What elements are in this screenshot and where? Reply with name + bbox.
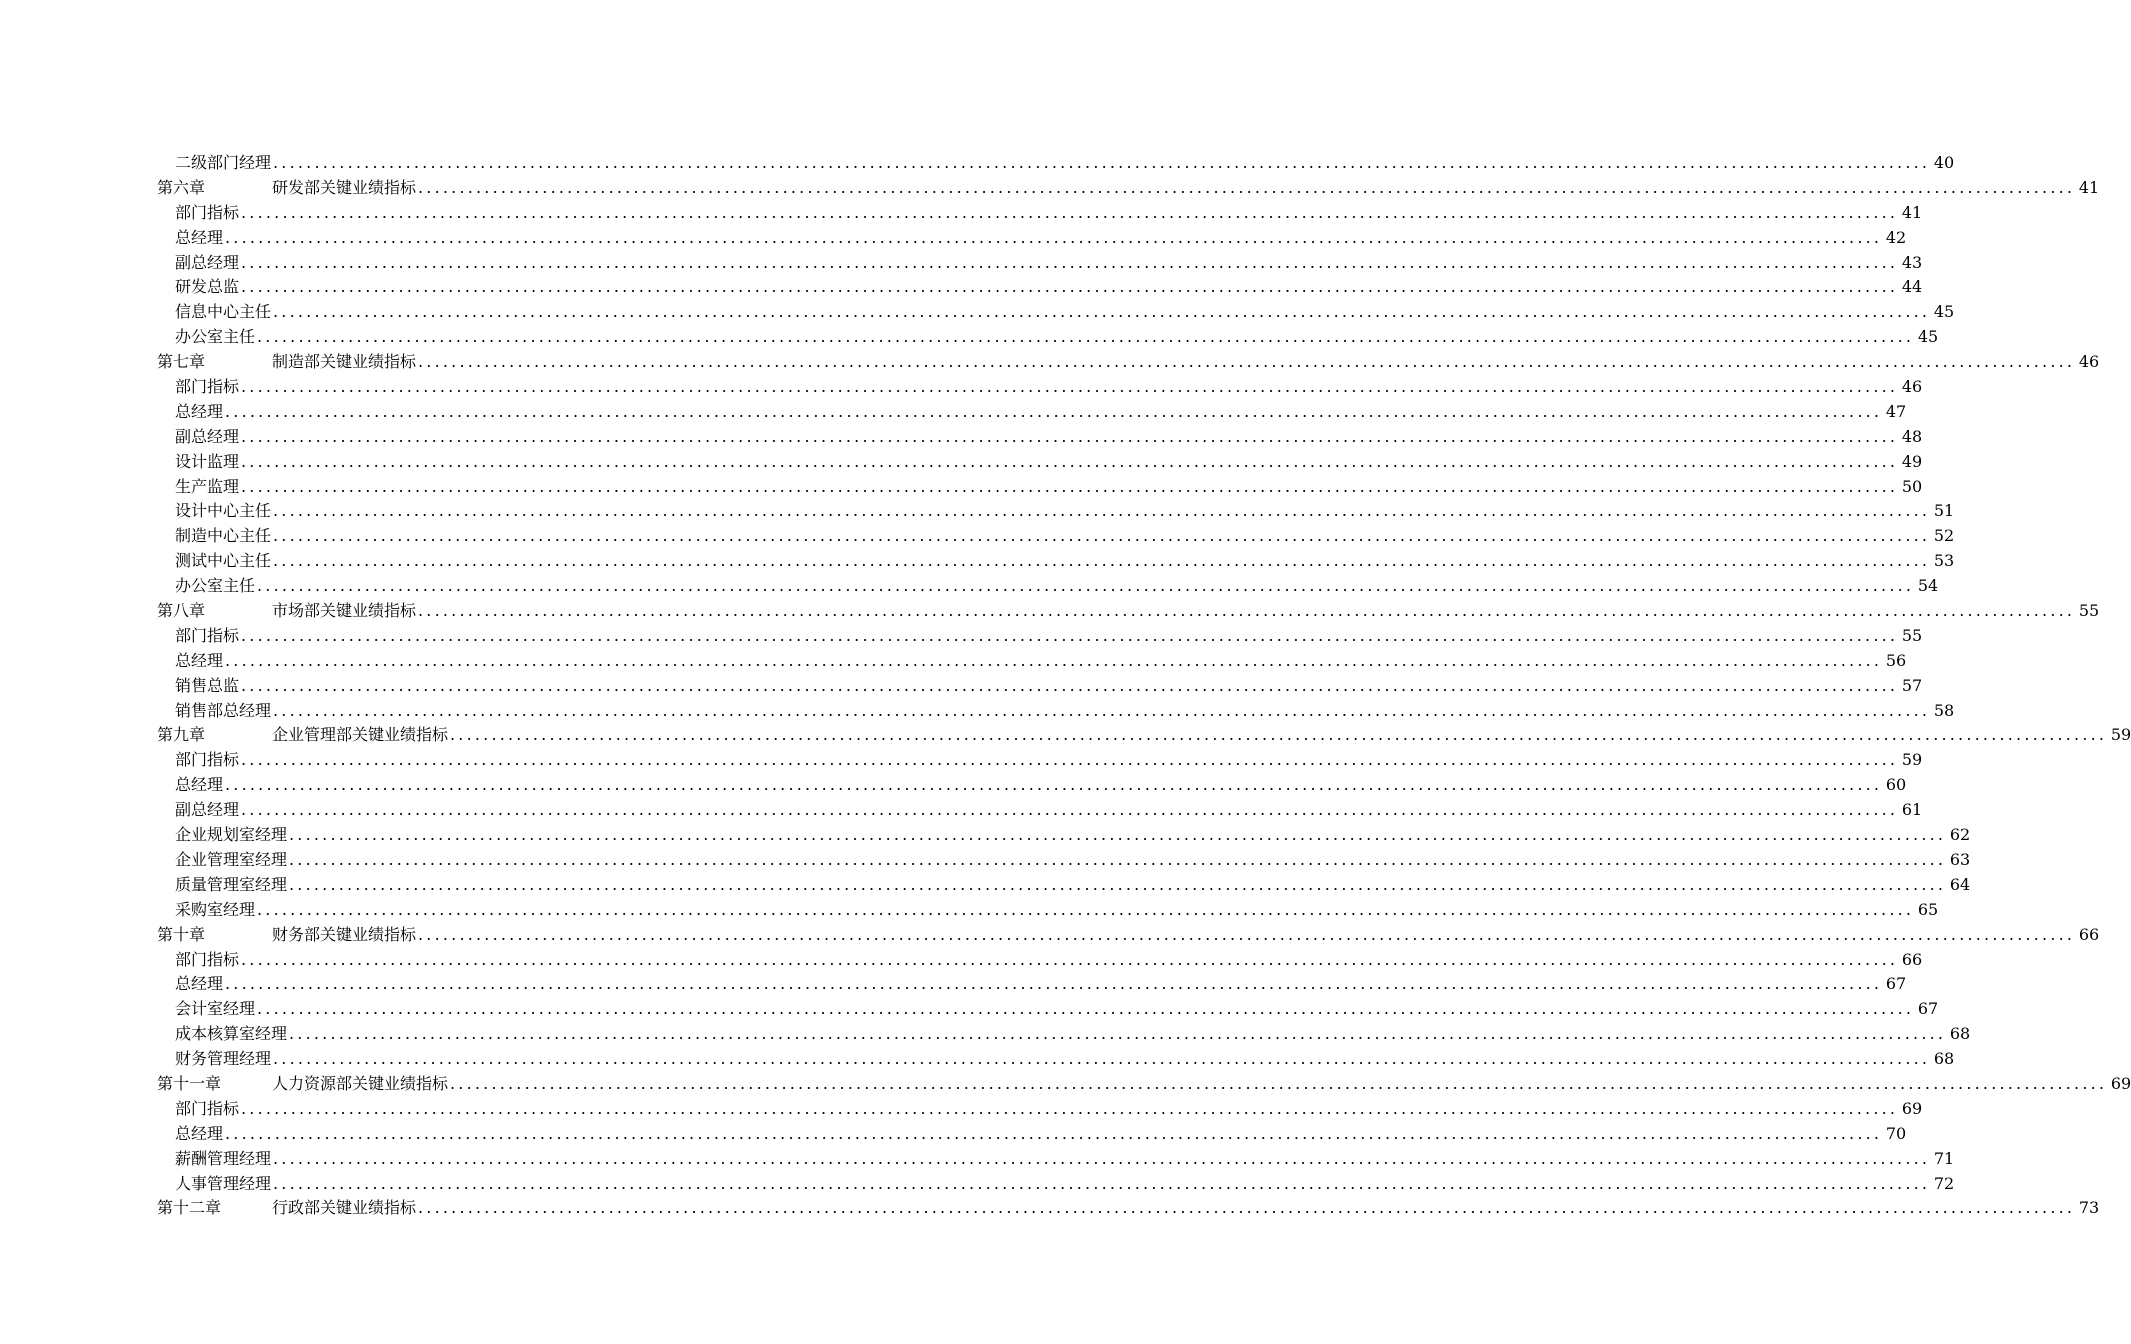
toc-entry-title: 设计监理 bbox=[175, 451, 240, 471]
toc-dot-leader: ........................................................................................................................................................................................................ bbox=[418, 177, 2076, 197]
toc-page-number: 55 bbox=[2078, 601, 2100, 621]
toc-section-entry[interactable] bbox=[157, 549, 1955, 574]
toc-page-number: 69 bbox=[2110, 1073, 2131, 1093]
toc-section-entry[interactable] bbox=[157, 275, 1923, 300]
toc-dot-leader: ........................................................................................................................................................................................................ bbox=[289, 874, 1947, 894]
toc-chapter-number: 第六章 bbox=[157, 177, 206, 197]
toc-page-number: 54 bbox=[1917, 576, 1939, 596]
toc-chapter-entry[interactable] bbox=[157, 599, 2100, 624]
toc-entry-title: 部门指标 bbox=[175, 625, 240, 645]
toc-chapter-entry[interactable] bbox=[157, 1072, 2131, 1097]
toc-page-number: 52 bbox=[1933, 526, 1955, 546]
toc-entry-title: 总经理 bbox=[175, 775, 224, 795]
toc-section-entry[interactable] bbox=[157, 1147, 1955, 1172]
toc-page-number: 59 bbox=[2110, 725, 2131, 745]
toc-entry-title: 测试中心主任 bbox=[175, 551, 272, 571]
toc-page-number: 51 bbox=[1933, 501, 1955, 521]
toc-dot-leader: ........................................................................................................................................................................................................ bbox=[257, 576, 1915, 596]
toc-page-number: 63 bbox=[1949, 849, 1971, 869]
toc-page-number: 68 bbox=[1949, 1024, 1971, 1044]
toc-dot-leader: ........................................................................................................................................................................................................ bbox=[241, 451, 1899, 471]
toc-section-entry[interactable] bbox=[157, 823, 1971, 848]
toc-chapter-number: 第十二章 bbox=[157, 1198, 222, 1218]
toc-section-entry[interactable] bbox=[157, 499, 1955, 524]
toc-dot-leader: ........................................................................................................................................................................................................ bbox=[273, 551, 1931, 571]
toc-page-number: 56 bbox=[1885, 650, 1907, 670]
toc-dot-leader: ........................................................................................................................................................................................................ bbox=[418, 352, 2076, 372]
toc-entry-title: 总经理 bbox=[175, 650, 224, 670]
toc-entry-title: 市场部关键业绩指标 bbox=[272, 601, 417, 621]
toc-dot-leader: ........................................................................................................................................................................................................ bbox=[273, 1148, 1931, 1168]
toc-section-entry[interactable] bbox=[157, 300, 1955, 325]
toc-page-number: 45 bbox=[1933, 302, 1955, 322]
toc-entry-title: 总经理 bbox=[175, 227, 224, 247]
toc-chapter-number: 第十章 bbox=[157, 924, 206, 944]
toc-section-entry[interactable] bbox=[157, 1097, 1923, 1122]
toc-page-number: 59 bbox=[1901, 750, 1923, 770]
toc-section-entry[interactable] bbox=[157, 475, 1923, 500]
toc-entry-title: 生产监理 bbox=[175, 476, 240, 496]
toc-page-number: 44 bbox=[1901, 277, 1923, 297]
toc-section-entry[interactable] bbox=[157, 674, 1923, 699]
toc-chapter-entry[interactable] bbox=[157, 723, 2131, 748]
toc-entry-title: 副总经理 bbox=[175, 800, 240, 820]
toc-page-number: 49 bbox=[1901, 451, 1923, 471]
toc-section-entry[interactable] bbox=[157, 450, 1923, 475]
toc-page-number: 53 bbox=[1933, 551, 1955, 571]
toc-chapter-entry[interactable] bbox=[157, 176, 2100, 201]
toc-dot-leader: ........................................................................................................................................................................................................ bbox=[241, 750, 1899, 770]
toc-dot-leader: ........................................................................................................................................................................................................ bbox=[241, 252, 1899, 272]
table-of-contents bbox=[157, 151, 2131, 1221]
toc-section-entry[interactable] bbox=[157, 1122, 1907, 1147]
toc-entry-title: 销售总监 bbox=[175, 675, 240, 695]
toc-dot-leader: ........................................................................................................................................................................................................ bbox=[241, 1098, 1899, 1118]
toc-entry-title: 财务部关键业绩指标 bbox=[272, 924, 417, 944]
toc-dot-leader: ........................................................................................................................................................................................................ bbox=[225, 650, 1883, 670]
toc-dot-leader: ........................................................................................................................................................................................................ bbox=[273, 153, 1931, 172]
toc-page-number: 45 bbox=[1917, 327, 1939, 347]
toc-page-number: 65 bbox=[1917, 899, 1939, 919]
toc-page-number: 66 bbox=[2078, 924, 2100, 944]
toc-entry-title: 部门指标 bbox=[175, 949, 240, 969]
toc-section-entry[interactable] bbox=[157, 748, 1923, 773]
toc-dot-leader: ........................................................................................................................................................................................................ bbox=[289, 825, 1947, 845]
toc-page-number: 58 bbox=[1933, 700, 1955, 720]
toc-entry-title: 销售部总经理 bbox=[175, 700, 272, 720]
toc-dot-leader: ........................................................................................................................................................................................................ bbox=[289, 1024, 1947, 1044]
toc-page-number: 46 bbox=[2078, 352, 2100, 372]
toc-section-entry[interactable] bbox=[157, 773, 1907, 798]
toc-page-number: 55 bbox=[1901, 625, 1923, 645]
toc-chapter-number: 第七章 bbox=[157, 352, 206, 372]
toc-page-number: 71 bbox=[1933, 1148, 1955, 1168]
toc-section-entry[interactable] bbox=[157, 375, 1923, 400]
toc-chapter-entry[interactable] bbox=[157, 350, 2100, 375]
toc-section-entry[interactable] bbox=[157, 649, 1907, 674]
toc-section-entry[interactable] bbox=[157, 400, 1907, 425]
toc-dot-leader: ........................................................................................................................................................................................................ bbox=[225, 1123, 1883, 1143]
toc-page-number: 68 bbox=[1933, 1049, 1955, 1069]
toc-section-entry[interactable] bbox=[157, 325, 1939, 350]
toc-entry-title: 企业管理室经理 bbox=[175, 849, 288, 869]
toc-dot-leader: ........................................................................................................................................................................................................ bbox=[418, 601, 2076, 621]
toc-page-number: 73 bbox=[2078, 1198, 2100, 1218]
toc-chapter-entry[interactable] bbox=[157, 1196, 2100, 1221]
toc-dot-leader: ........................................................................................................................................................................................................ bbox=[241, 377, 1899, 397]
toc-section-entry[interactable] bbox=[157, 972, 1907, 997]
toc-dot-leader: ........................................................................................................................................................................................................ bbox=[225, 775, 1883, 795]
toc-page-number: 66 bbox=[1901, 949, 1923, 969]
toc-entry-title: 部门指标 bbox=[175, 377, 240, 397]
toc-page-number: 72 bbox=[1933, 1173, 1955, 1193]
toc-dot-leader: ........................................................................................................................................................................................................ bbox=[257, 899, 1915, 919]
toc-entry-title: 信息中心主任 bbox=[175, 302, 272, 322]
toc-section-entry[interactable] bbox=[157, 251, 1923, 276]
toc-entry-title: 副总经理 bbox=[175, 252, 240, 272]
toc-page-number: 43 bbox=[1901, 252, 1923, 272]
toc-section-entry[interactable] bbox=[157, 873, 1971, 898]
toc-dot-leader: ........................................................................................................................................................................................................ bbox=[450, 725, 2108, 745]
toc-chapter-number: 第十一章 bbox=[157, 1073, 222, 1093]
toc-dot-leader: ........................................................................................................................................................................................................ bbox=[273, 1049, 1931, 1069]
toc-page-number: 67 bbox=[1885, 974, 1907, 994]
toc-entry-title: 制造中心主任 bbox=[175, 526, 272, 546]
toc-entry-title: 二级部门经理 bbox=[175, 153, 272, 172]
toc-section-entry[interactable] bbox=[157, 898, 1939, 923]
toc-section-entry[interactable] bbox=[157, 226, 1907, 251]
toc-page-number: 41 bbox=[1901, 202, 1923, 222]
toc-dot-leader: ........................................................................................................................................................................................................ bbox=[225, 401, 1883, 421]
toc-page-number: 50 bbox=[1901, 476, 1923, 496]
toc-chapter-entry[interactable] bbox=[157, 923, 2100, 948]
toc-page-number: 70 bbox=[1885, 1123, 1907, 1143]
toc-section-entry[interactable] bbox=[157, 848, 1971, 873]
toc-page-number: 47 bbox=[1885, 401, 1907, 421]
toc-entry-title: 成本核算室经理 bbox=[175, 1024, 288, 1044]
toc-entry-title: 人事管理经理 bbox=[175, 1173, 272, 1193]
toc-entry-title: 办公室主任 bbox=[175, 576, 256, 596]
toc-page-number: 41 bbox=[2078, 177, 2100, 197]
toc-chapter-number: 第九章 bbox=[157, 725, 206, 745]
toc-dot-leader: ........................................................................................................................................................................................................ bbox=[418, 924, 2076, 944]
toc-dot-leader: ........................................................................................................................................................................................................ bbox=[241, 800, 1899, 820]
toc-entry-title: 总经理 bbox=[175, 401, 224, 421]
toc-entry-title: 人力资源部关键业绩指标 bbox=[272, 1073, 449, 1093]
toc-dot-leader: ........................................................................................................................................................................................................ bbox=[241, 625, 1899, 645]
toc-dot-leader: ........................................................................................................................................................................................................ bbox=[273, 302, 1931, 322]
toc-section-entry[interactable] bbox=[157, 1022, 1971, 1047]
toc-entry-title: 企业规划室经理 bbox=[175, 825, 288, 845]
toc-entry-title: 办公室主任 bbox=[175, 327, 256, 347]
toc-entry-title: 行政部关键业绩指标 bbox=[272, 1198, 417, 1218]
toc-page-number: 62 bbox=[1949, 825, 1971, 845]
toc-dot-leader: ........................................................................................................................................................................................................ bbox=[241, 277, 1899, 297]
toc-page-number: 60 bbox=[1885, 775, 1907, 795]
toc-chapter-number: 第八章 bbox=[157, 601, 206, 621]
toc-entry-title: 部门指标 bbox=[175, 750, 240, 770]
toc-section-entry[interactable] bbox=[157, 524, 1955, 549]
toc-dot-leader: ........................................................................................................................................................................................................ bbox=[257, 327, 1915, 347]
toc-dot-leader: ........................................................................................................................................................................................................ bbox=[241, 476, 1899, 496]
toc-page-number: 69 bbox=[1901, 1098, 1923, 1118]
toc-dot-leader: ........................................................................................................................................................................................................ bbox=[450, 1073, 2108, 1093]
toc-dot-leader: ........................................................................................................................................................................................................ bbox=[225, 974, 1883, 994]
toc-entry-title: 总经理 bbox=[175, 1123, 224, 1143]
toc-dot-leader: ........................................................................................................................................................................................................ bbox=[273, 526, 1931, 546]
toc-entry-title: 总经理 bbox=[175, 974, 224, 994]
toc-entry-title: 薪酬管理经理 bbox=[175, 1148, 272, 1168]
toc-dot-leader: ........................................................................................................................................................................................................ bbox=[241, 426, 1899, 446]
toc-page-number: 67 bbox=[1917, 999, 1939, 1019]
toc-entry-title: 制造部关键业绩指标 bbox=[272, 352, 417, 372]
toc-section-entry[interactable] bbox=[157, 624, 1923, 649]
toc-dot-leader: ........................................................................................................................................................................................................ bbox=[273, 501, 1931, 521]
toc-entry-title: 研发总监 bbox=[175, 277, 240, 297]
toc-section-entry[interactable] bbox=[157, 699, 1955, 724]
toc-entry-title: 质量管理室经理 bbox=[175, 874, 288, 894]
toc-entry-title: 部门指标 bbox=[175, 202, 240, 222]
toc-entry-title: 研发部关键业绩指标 bbox=[272, 177, 417, 197]
toc-entry-title: 会计室经理 bbox=[175, 999, 256, 1019]
toc-section-entry[interactable] bbox=[157, 151, 1955, 176]
toc-entry-title: 财务管理经理 bbox=[175, 1049, 272, 1069]
toc-page-number: 64 bbox=[1949, 874, 1971, 894]
toc-section-entry[interactable] bbox=[157, 201, 1923, 226]
toc-section-entry[interactable] bbox=[157, 798, 1923, 823]
toc-dot-leader: ........................................................................................................................................................................................................ bbox=[225, 227, 1883, 247]
toc-dot-leader: ........................................................................................................................................................................................................ bbox=[289, 849, 1947, 869]
toc-page-number: 61 bbox=[1901, 800, 1923, 820]
toc-page-number: 40 bbox=[1933, 153, 1955, 172]
toc-section-entry[interactable] bbox=[157, 425, 1923, 450]
toc-dot-leader: ........................................................................................................................................................................................................ bbox=[273, 700, 1931, 720]
toc-dot-leader: ........................................................................................................................................................................................................ bbox=[257, 999, 1915, 1019]
toc-section-entry[interactable] bbox=[157, 1172, 1955, 1197]
toc-dot-leader: ........................................................................................................................................................................................................ bbox=[418, 1198, 2076, 1218]
toc-page-number: 42 bbox=[1885, 227, 1907, 247]
toc-section-entry[interactable] bbox=[157, 948, 1923, 973]
toc-entry-title: 设计中心主任 bbox=[175, 501, 272, 521]
toc-section-entry[interactable] bbox=[157, 997, 1939, 1022]
toc-section-entry[interactable] bbox=[157, 574, 1939, 599]
toc-page-number: 48 bbox=[1901, 426, 1923, 446]
toc-dot-leader: ........................................................................................................................................................................................................ bbox=[273, 1173, 1931, 1193]
toc-entry-title: 副总经理 bbox=[175, 426, 240, 446]
toc-page-number: 46 bbox=[1901, 377, 1923, 397]
toc-entry-title: 采购室经理 bbox=[175, 899, 256, 919]
toc-dot-leader: ........................................................................................................................................................................................................ bbox=[241, 949, 1899, 969]
toc-entry-title: 部门指标 bbox=[175, 1098, 240, 1118]
toc-dot-leader: ........................................................................................................................................................................................................ bbox=[241, 675, 1899, 695]
toc-page-number: 57 bbox=[1901, 675, 1923, 695]
toc-section-entry[interactable] bbox=[157, 1047, 1955, 1072]
toc-entry-title: 企业管理部关键业绩指标 bbox=[272, 725, 449, 745]
toc-dot-leader: ........................................................................................................................................................................................................ bbox=[241, 202, 1899, 222]
